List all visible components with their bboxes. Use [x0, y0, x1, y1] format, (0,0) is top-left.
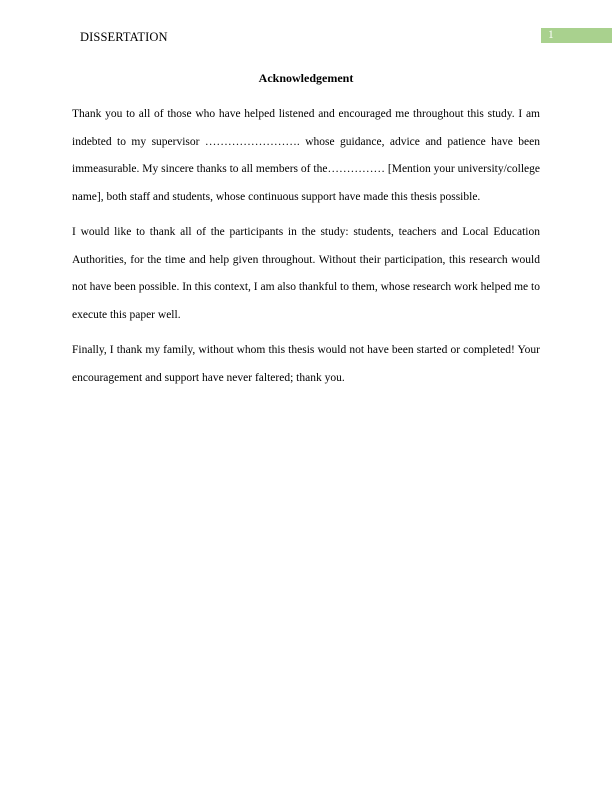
document-body	[72, 101, 540, 400]
paragraph: Finally, I thank my family, without whom this thesis would not have been started or completed! Your encouragement and support have never faltered; thank you.	[72, 344, 540, 384]
section-heading: Acknowledgement	[258, 71, 354, 85]
paragraph: Thank you to all of those who have helped listened and encouraged me throughout this study. I am indebted to my supervisor ……………………. whose guidance, advice and patience have been immeasurable. My sincere thanks to all members of the…………… [Mention your university/college name], both staff and students, whose continuous support have made this thesis possible.	[72, 108, 540, 203]
page-number-band	[541, 28, 612, 43]
page-number: 1	[548, 29, 554, 41]
paragraph: I would like to thank all of the participants in the study: students, teachers and Local Education Authorities, for the time and help given throughout. Without their participation, this research would not have been possible. In this context, I am also thankful to them, whose research work helped me to execute this paper well.	[72, 226, 540, 321]
running-header: DISSERTATION	[80, 30, 168, 44]
